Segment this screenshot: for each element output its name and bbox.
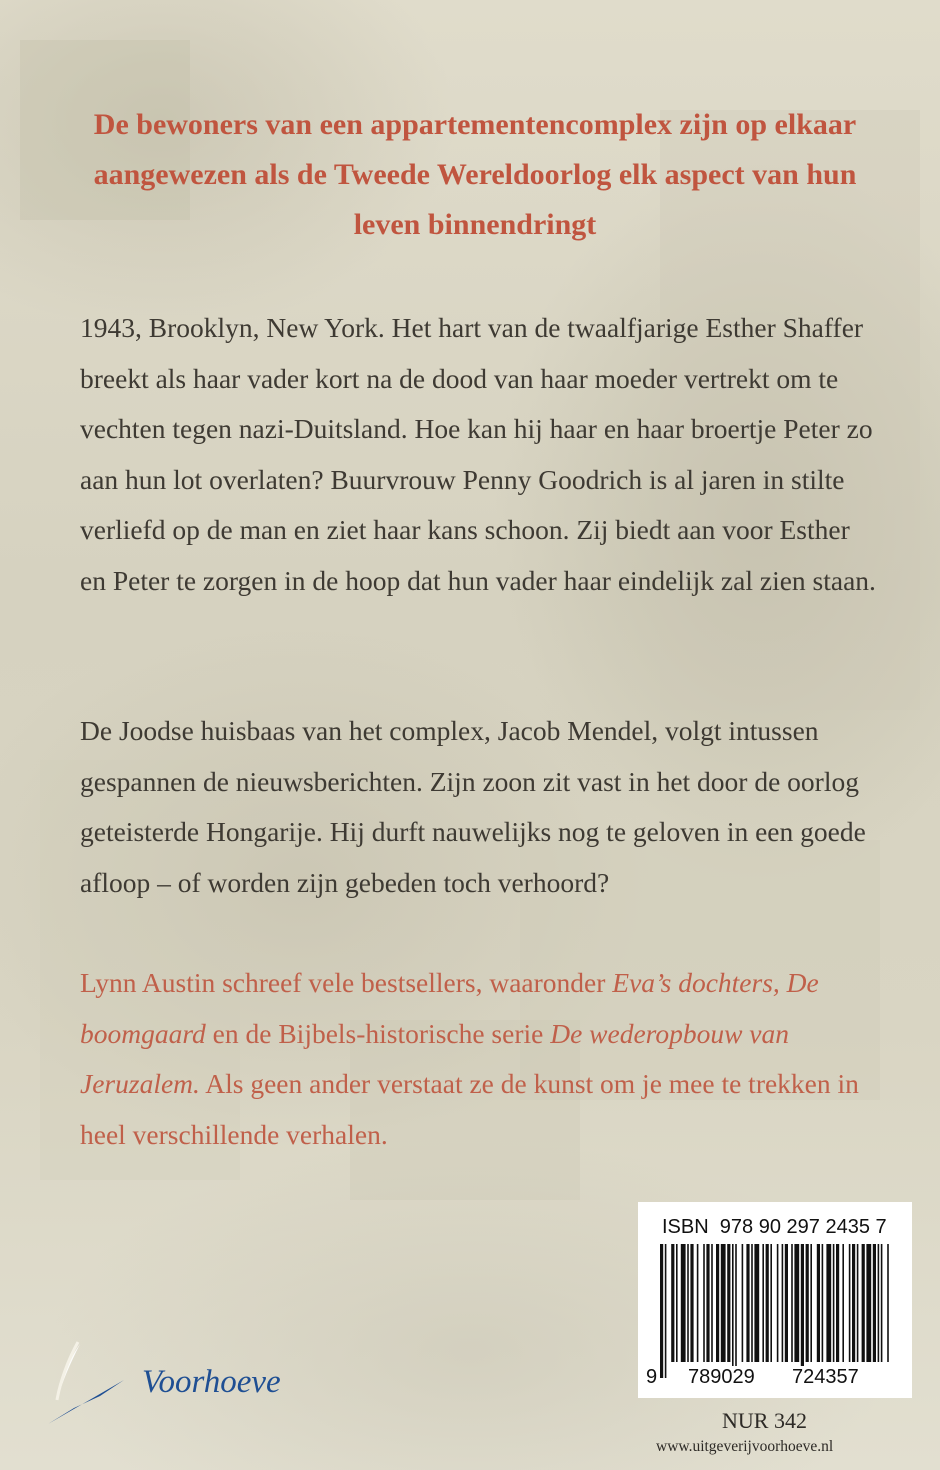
barcode-bar [817,1244,820,1362]
barcode-digits-right: 724357 [792,1366,859,1388]
barcode-bar [732,1244,734,1378]
barcode-bar [754,1244,759,1362]
feather-logo-icon [40,1338,136,1428]
synopsis-paragraph-1: 1943, Brooklyn, New York. Het hart van de twaalfjarige Esther Shaffer breekt als haar vader kort na de dood van haar moeder vertrekt om te vechten tegen nazi-Duitsland. Hoe kan hij haar en haar broertje Peter zo aan hun lot overlaten? Buurvrouw Penny Goodrich is al jaren in stilte verliefd op de man en ziet haar kans schoon. Zij biedt aan voor Esther en Peter te zorgen in de hoop dat hun vader haar eindelijk zal zien staan. [80,312,876,596]
barcode-bar [742,1244,744,1362]
barcode-bar [791,1244,793,1362]
barcode-bar [762,1244,764,1362]
barcode-bar [671,1244,674,1362]
barcode-bar [881,1244,883,1362]
barcode-bar [801,1244,804,1378]
barcode-bar [706,1244,709,1362]
barcode-bar [703,1244,705,1362]
barcode-bar [660,1244,663,1378]
author-bio-title-2: De wederopbouw van Jeruzalem. [80,1017,790,1099]
barcode-bar [697,1244,699,1362]
barcode-bar [810,1244,812,1362]
author-bio [80,958,880,1160]
barcode-bar [806,1244,809,1362]
barcode-bar [826,1244,831,1362]
barcode-bar [842,1244,844,1362]
barcode-bar [873,1244,876,1362]
barcode-bar [770,1244,772,1362]
barcode-bar [836,1244,839,1362]
barcode-bar [822,1244,824,1362]
author-bio-text-3: Als geen ander verstaat ze de kunst om je mee te trekken in heel verschillende verhalen. [80,1068,859,1150]
tagline: De bewoners van een appartementencomplex zijn op elkaar aangewezen als de Tweede Wereldoorlog elk aspect van hun leven binnendringt [93,108,857,241]
barcode-bar [852,1244,855,1362]
barcode-bar [751,1244,753,1362]
barcode-bar [676,1244,678,1362]
barcode-bar [887,1244,889,1362]
barcode-bar [727,1244,730,1362]
barcode-bar [794,1244,799,1362]
barcode-bar [878,1244,880,1362]
author-bio-title-1: Eva’s dochters, De boomgaard [80,967,819,1049]
barcode-bar [690,1244,693,1362]
barcode-bar [862,1244,865,1362]
nur-code: NUR 342 [722,1408,807,1433]
barcode-bar [782,1244,784,1362]
barcode-bar [785,1244,788,1362]
publisher-name: Voorhoeve [142,1364,281,1400]
author-bio-text-1: Lynn Austin schreef vele bestsellers, waaronder [80,967,613,998]
author-bio-text-2: en de Bijbels-historische serie [205,1017,551,1049]
barcode-bar [711,1244,713,1362]
barcode-bar [849,1244,851,1362]
barcode-bar [681,1244,686,1362]
barcode-bar [721,1244,726,1362]
publisher-website: www.uitgeverijvoorhoeve.nl [656,1438,834,1455]
barcode-digits-left: 789029 [688,1366,755,1388]
barcode-bars [654,1244,896,1384]
barcode-bar [833,1244,835,1362]
isbn-barcode [638,1202,912,1398]
barcode-bar [866,1244,871,1362]
barcode-bar [746,1244,749,1362]
isbn-label: ISBN 978 90 297 2435 7 [662,1216,887,1238]
barcode-bar [716,1244,719,1362]
barcode-bar [687,1244,689,1362]
barcode-bar [735,1244,737,1378]
barcode-bar [857,1244,859,1362]
barcode-digit-first: 9 [646,1366,658,1388]
barcode-bar [665,1244,667,1378]
synopsis-paragraph-2: De Joodse huisbaas van het complex, Jacob Mendel, volgt intussen gespannen de nieuwsberichten. Zijn zoon zit vast in het door de oorlog geteisterde Hongarije. Hij durft nauwelijks nog te geloven in een goede afloop – of worden zijn gebeden toch verhoord? [80,715,866,898]
barcode-bar [766,1244,769,1362]
barcode-bar [777,1244,779,1362]
